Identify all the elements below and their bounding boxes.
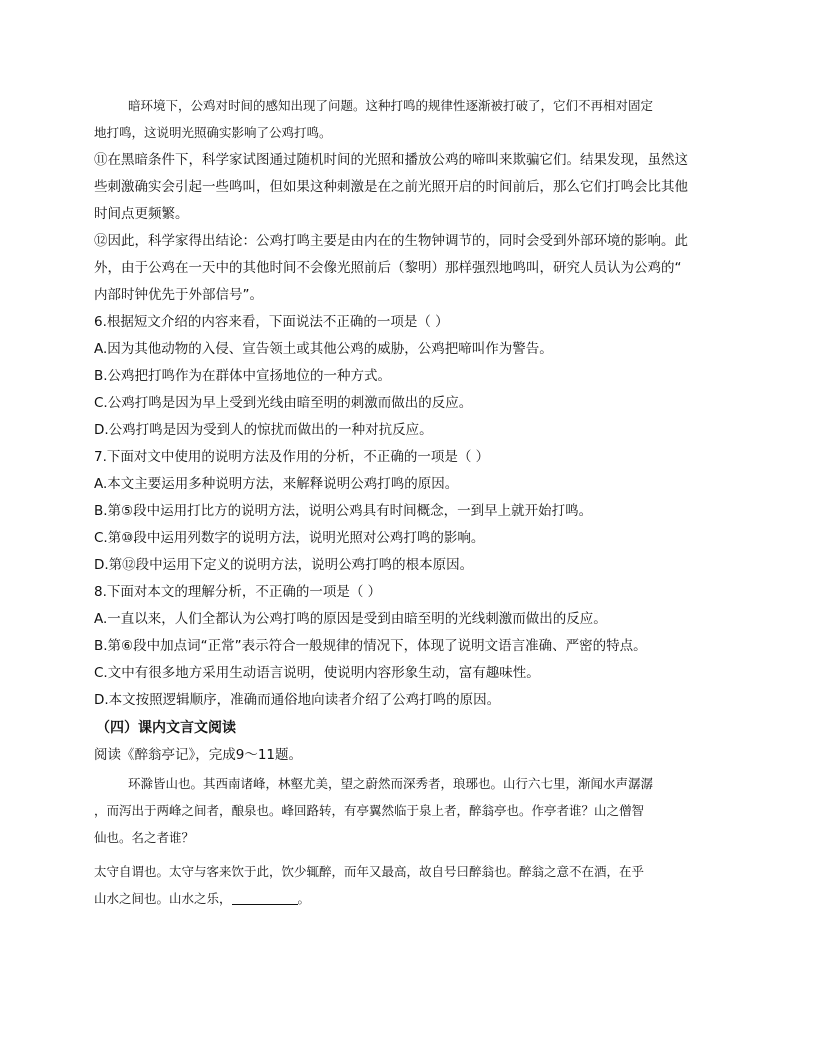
para10-line: 地打鸣，这说明光照确实影响了公鸡打鸣。 — [94, 125, 332, 140]
para12-line: 内部时钟优先于外部信号”。 — [94, 287, 263, 303]
question-6-stem: 6.根据短文介绍的内容来看，下面说法不正确的一项是（ ） — [94, 314, 449, 330]
section-heading: （四）课内文言文阅读 — [96, 720, 236, 736]
classical-text-line: 环滁皆山也。其西南诸峰，林壑尤美，望之蔚然而深秀者，琅琊也。山行六七里，渐闻水声潺潺 — [128, 776, 654, 791]
question-8-option-c: C.文中有很多地方采用生动语言说明，使说明内容形象生动，富有趣味性。 — [94, 665, 540, 681]
classical-text-line: 仙也。名之者谁？ — [94, 830, 195, 845]
question-8-option-b: B.第⑥段中加点词“正常”表示符合一般规律的情况下，体现了说明文语言准确、严密的特点。 — [94, 638, 647, 654]
question-8-option-d: D.本文按照逻辑顺序，准确而通俗地向读者介绍了公鸡打鸣的原因。 — [94, 692, 501, 708]
question-7-stem: 7.下面对文中使用的说明方法及作用的分析，不正确的一项是（ ） — [94, 449, 490, 465]
reading-instruction: 阅读《醉翁亭记》，完成9～11题。 — [94, 747, 303, 763]
question-6-option-c: C.公鸡打鸣是因为早上受到光线由暗至明的刺激而做出的反应。 — [94, 395, 473, 411]
classical-text-line — [94, 889, 310, 909]
question-7-option-c: C.第⑩段中运用列数字的说明方法，说明光照对公鸡打鸣的影响。 — [94, 530, 485, 546]
question-8-option-a: A.一直以来，人们全都认为公鸡打鸣的原因是受到由暗至明的光线刺激而做出的反应。 — [94, 611, 607, 627]
question-8-stem: 8.下面对本文的理解分析，不正确的一项是（ ） — [94, 584, 382, 600]
para10-line: 暗环境下，公鸡对时间的感知出现了问题。这种打鸣的规律性逐渐被打破了，它们不再相对固定 — [128, 98, 654, 113]
question-6-option-b: B.公鸡把打鸣作为在群体中宣扬地位的一种方式。 — [94, 368, 392, 384]
para12-line: ⑫因此，科学家得出结论：公鸡打鸣主要是由内在的生物钟调节的，同时会受到外部环境的影响。此 — [94, 233, 688, 249]
answer-blank[interactable] — [232, 890, 298, 905]
para11-line: 时间点更频繁。 — [94, 206, 189, 222]
classical-text-line: 太守自谓也。太守与客来饮于此，饮少辄醉，而年又最高，故自号曰醉翁也。醉翁之意不在酒，在乎 — [94, 864, 645, 879]
question-6-option-d: D.公鸡打鸣是因为受到人的惊扰而做出的一种对抗反应。 — [94, 422, 433, 438]
question-7-option-d: D.第⑫段中运用下定义的说明方法，说明公鸡打鸣的根本原因。 — [94, 557, 474, 573]
question-7-option-a: A.本文主要运用多种说明方法，来解释说明公鸡打鸣的原因。 — [94, 476, 459, 492]
question-7-option-b: B.第⑤段中运用打比方的说明方法，说明公鸡具有时间概念，一到早上就开始打鸣。 — [94, 503, 593, 519]
para11-line: ⑪在黑暗条件下，科学家试图通过随机时间的光照和播放公鸡的啼叫来欺骗它们。结果发现，虽然这 — [94, 152, 688, 168]
classical-text-line: ，而泻出于两峰之间者，酿泉也。峰回路转，有亭翼然临于泉上者，醉翁亭也。作亭者谁？山之僧智 — [94, 803, 645, 818]
classical-text-prefix: 山水之间也。山水之乐， — [94, 891, 232, 906]
classical-text-suffix: 。 — [297, 891, 311, 906]
para11-line: 些刺激确实会引起一些鸣叫，但如果这种刺激是在之前光照开启的时间前后，那么它们打鸣会比其他 — [94, 179, 688, 195]
question-6-option-a: A.因为其他动物的入侵、宣告领土或其他公鸡的威胁，公鸡把啼叫作为警告。 — [94, 341, 553, 357]
para12-line: 外，由于公鸡在一天中的其他时间不会像光照前后（黎明）那样强烈地鸣叫，研究人员认为公鸡的“ — [94, 260, 682, 276]
